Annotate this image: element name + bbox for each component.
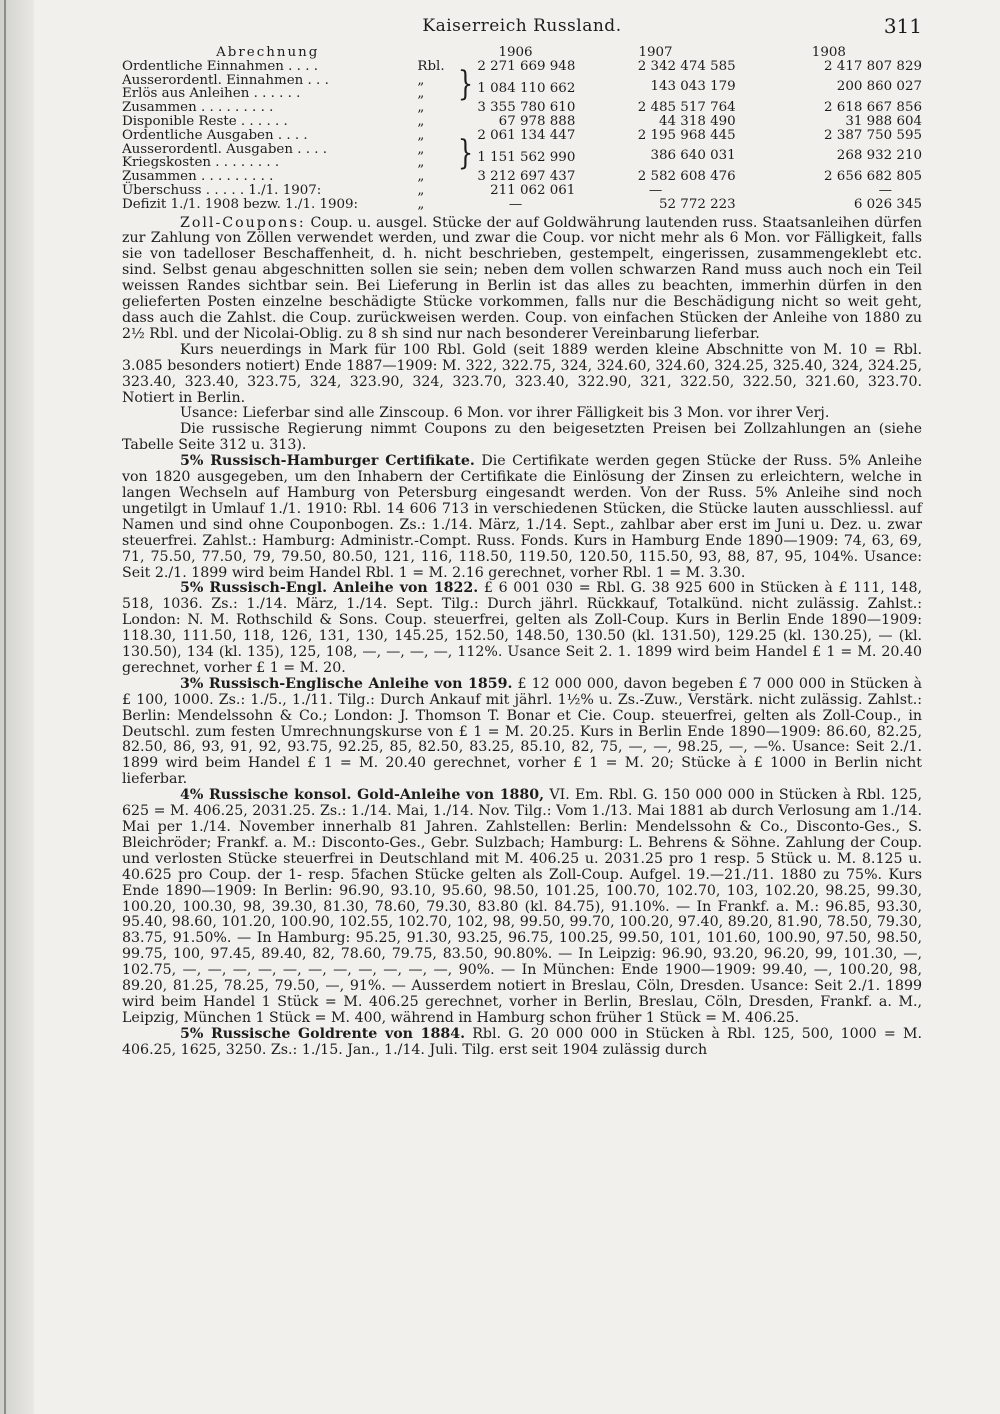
- value-1907: 2 195 968 445: [637, 127, 736, 143]
- paragraph: [122, 454, 922, 581]
- table-row: [122, 184, 922, 198]
- value-1906: 2 061 134 447: [477, 127, 576, 143]
- paragraph: [122, 343, 922, 407]
- value-1908: 2 387 750 595: [824, 127, 922, 143]
- row-unit: Rbl.: [417, 58, 445, 74]
- value-1906: 67 978 888: [498, 113, 576, 129]
- row-label: Erlös aus Anleihen . . . . . .: [122, 86, 301, 102]
- value-1906: 1 084 110 662: [477, 80, 576, 96]
- table-row: [122, 115, 922, 129]
- table-row: [122, 74, 922, 88]
- value-1908: 2 656 682 805: [824, 169, 922, 185]
- value-1906: —: [508, 196, 523, 212]
- row-unit: „: [417, 155, 425, 171]
- value-1906: 211 062 061: [490, 182, 576, 198]
- row-label: Disponible Reste . . . . . .: [122, 113, 288, 129]
- row-label: Ausserordentl. Einnahmen . . .: [122, 72, 329, 88]
- row-label: Defizit 1./1. 1908 bezw. 1./1. 1909:: [122, 196, 359, 212]
- row-unit: „: [417, 182, 425, 198]
- value-1907: 52 772 223: [659, 196, 736, 212]
- table-row: [122, 60, 922, 74]
- paragraph-text: Kurs neuerdings in Mark für 100 Rbl. Gold (seit 1889 werden kleine Abschnitte von M. 10 = Rbl. 3.085 besonders notiert) Ende 1887—1909: M. 322, 322.75, 324, 324.60, 324.60, 324.25, 325.40, 324, 324.25, 323.40, 323.40, 323.75, 324, 323.90, 324, 323.70, 323.40, 322.90, 321, 322.50, 322.50, 321.60, 323.70. Notiert in Berlin.: [122, 341, 922, 406]
- paragraph-lead: 5% Russisch-Engl. Anleihe von 1822.: [180, 580, 479, 597]
- paragraph: [122, 216, 922, 343]
- table-row: [122, 101, 922, 115]
- value-1907: 2 342 474 585: [637, 58, 736, 74]
- paragraph-lead: 3% Russisch-Englische Anleihe von 1859.: [180, 675, 513, 692]
- table-row: [122, 170, 922, 184]
- value-1907: 44 318 490: [659, 113, 736, 129]
- value-1908: 31 988 604: [845, 113, 922, 129]
- paragraph: [122, 677, 922, 788]
- row-unit: „: [417, 127, 425, 143]
- value-1907: 2 485 517 764: [637, 100, 736, 116]
- value-1907: 2 582 608 476: [637, 169, 736, 185]
- row-unit: „: [417, 72, 425, 88]
- row-label: Überschuss . . . . . 1./1. 1907:: [122, 182, 322, 198]
- row-unit: „: [417, 141, 425, 157]
- table-row: [122, 198, 922, 212]
- row-label: Ordentliche Ausgaben . . . .: [122, 127, 308, 143]
- document-page: [122, 12, 922, 1059]
- paragraph: [122, 406, 922, 422]
- row-label: Zusammen . . . . . . . . .: [122, 169, 274, 185]
- row-unit: „: [417, 169, 425, 185]
- paragraph-text: Die Certifikate werden gegen Stücke der Russ. 5% Anleihe von 1820 ausgegeben, um den Inhabern der Certifikate die Einlösung der Zinsen zu erleichtern, welche in langen Wechseln auf Hamburg von Petersburg eingesandt werden. Von der Russ. 5% Anleihe sind noch ungetilgt in Umlauf 1./1. 1910: Rbl. 14 606 713 in verschiedenen Stücken, die Stücke lauten ausschliessl. auf Namen und sind ohne Couponbogen. Zs.: 1./14. März, 1./14. Sept., zahlbar aber erst im Juni u. Dez. u. zwar steuerfrei. Zahlst.: Hamburg: Administr.-Compt. Russ. Fonds. Kurs in Hamburg Ende 1890—1909: 74, 63, 69, 71, 75.50, 77.50, 79, 79.50, 80.50, 121, 116, 118.50, 119.50, 120.50, 115.50, 93, 88, 87, 95, 104%. Usance: Seit 2./1. 1899 wird beim Handel Rbl. 1 = M. 2.16 gerechnet, vorher Rbl. 1 = M. 3.30.: [122, 453, 922, 581]
- paragraph: [122, 1027, 922, 1059]
- table-heading: Abrechnung: [216, 45, 320, 60]
- value-1908: 6 026 345: [853, 196, 922, 212]
- page-number: 311: [883, 14, 922, 38]
- accounting-table: [122, 46, 922, 212]
- row-label: Zusammen . . . . . . . . .: [122, 100, 274, 116]
- value-1908: 2 417 807 829: [824, 58, 922, 74]
- row-unit: „: [417, 113, 425, 129]
- row-unit: „: [417, 86, 425, 102]
- paragraph-text: £ 12 000 000, davon begeben £ 7 000 000 in Stücken à £ 100, 1000. Zs.: 1./5., 1./11. Tilg.: Durch Ankauf mit jährl. 1½% u. Zs.-Zuw., Verstärk. nicht zulässig. Zahlst.: Berlin: Mendelssohn & Co.; London: J. Thomson T. Bonar et Cie. Coup. steuerfrei, gelten als Zoll-Coup., in Deutschl. zum festen Umrechnungskurse von £ 1 = M. 20.25. Kurs in Berlin Ende 1890—1909: 86.60, 82.25, 82.50, 86, 93, 91, 92, 93.75, 92.25, 85, 82.50, 83.25, 85.10, 82, 75, —, —, 98.25, —, —%. Usance: Seit 2./1. 1899 wird beim Handel £ 1 = M. 20.40 gerechnet, vorher £ 1 = M. 20; Stücke à £ 1000 in Berlin nicht lieferbar.: [122, 675, 923, 788]
- value-1906: 2 271 669 948: [477, 58, 576, 74]
- paragraph-text: Usance: Lieferbar sind alle Zinscoup. 6 Mon. vor ihrer Fälligkeit bis 3 Mon. vor ihrer Verj.: [180, 405, 830, 422]
- row-label: Kriegskosten . . . . . . . .: [122, 155, 280, 171]
- paragraph-lead: 4% Russische konsol. Gold-Anleihe von 1880,: [180, 787, 545, 804]
- running-title: Kaiserreich Russland.: [422, 16, 622, 36]
- value-1907: 386 640 031: [650, 148, 736, 164]
- paragraph-text: Die russische Regierung nimmt Coupons zu den beigesetzten Preisen bei Zollzahlungen an (siehe Tabelle Seite 312 u. 313).: [122, 421, 922, 454]
- brace-symbol: }: [457, 133, 474, 173]
- body-text: [122, 216, 922, 1059]
- year-1907: 1907: [638, 45, 673, 60]
- row-unit: „: [417, 100, 425, 116]
- paragraph: [122, 422, 922, 454]
- row-unit: „: [417, 196, 425, 212]
- year-1906: 1906: [498, 45, 533, 60]
- row-label: Ordentliche Einnahmen . . . .: [122, 58, 318, 74]
- paragraph-lead: 5% Russisch-Hamburger Certifikate.: [180, 453, 475, 470]
- paragraph-text: £ 6 001 030 = Rbl. G. 38 925 600 in Stücken à £ 111, 148, 518, 1036. Zs.: 1./14. März, 1./14. Sept. Tilg.: Durch jährl. Rückkauf, Totalkünd. nicht zulässig. Zahlst.: London: N. M. Rothschild & Sons. Coup. steuerfrei, gelten als Zoll-Coup. Kurs in Berlin Ende 1890—1909: 118.30, 111.50, 118, 126, 131, 130, 145.25, 152.50, 148.50, 130.50 (kl. 131.50), 129.25 (kl. 130.25), — (kl. 130.50), 134 (kl. 135), 125, 108, —, —, —, —, 112%. Usance Seit 2. 1. 1899 wird beim Handel £ 1 = M. 20.40 gerechnet, vorher £ 1 = M. 20.: [122, 580, 922, 676]
- value-1908: 200 860 027: [836, 79, 922, 95]
- paragraph: [122, 788, 922, 1027]
- paragraph-text: Coup. u. ausgel. Stücke der auf Goldwährung lautenden russ. Staatsanleihen dürfen zur Zahlung von Zöllen verwendet werden, und zwar die Coup. vor nicht mehr als 6 Mon. vor Fälligkeit, falls sie von tadelloser Beschaffenheit, d. h. nicht beschrieben, gestempelt, eingerissen, zusammengeklebt etc. sind. Selbst genau abgeschnitten sollen sie sein; neben dem vollen schwarzen Rand muss auch noch ein Teil weissen Randes sichtbar sein. Bei Lieferung in Berlin ist das alles zu beachten, immerhin dürfen in den gelieferten Posten einzelne beschädigte Stücke vorkommen, falls nur die Beschädigung nicht so weit geht, dass auch die Zahlst. die Coup. zurückweisen werden. Coup. von einfachen Stücken der Anleihe von 1880 zu 2½ Rbl. und der Nicolai-Oblig. zu 8 sh sind nur nach besonderer Vereinbarung lieferbar.: [122, 214, 922, 342]
- paragraph-text: Rbl. G. 20 000 000 in Stücken à Rbl. 125, 500, 1000 = M. 406.25, 1625, 3250. Zs.: 1./15. Jan., 1./14. Juli. Tilg. erst seit 1904 zulässig durch: [122, 1025, 922, 1058]
- row-label: Ausserordentl. Ausgaben . . . .: [122, 141, 328, 157]
- page-header: [122, 12, 922, 46]
- value-1906: 1 151 562 990: [477, 149, 576, 165]
- value-1906: 3 355 780 610: [477, 100, 576, 116]
- paragraph: [122, 581, 922, 676]
- value-1906: 3 212 697 437: [477, 169, 576, 185]
- value-1907: 143 043 179: [650, 79, 736, 95]
- table-row: [122, 129, 922, 143]
- binding-line: [4, 0, 6, 1414]
- value-1908: 268 932 210: [836, 148, 922, 164]
- paragraph-lead: 5% Russische Goldrente von 1884.: [180, 1025, 466, 1042]
- year-1908: 1908: [811, 45, 846, 60]
- value-1908: 2 618 667 856: [824, 100, 922, 116]
- paragraph-text: VI. Em. Rbl. G. 150 000 000 in Stücken à Rbl. 125, 625 = M. 406.25, 2031.25. Zs.: 1./14. Mai, 1./14. Nov. Tilg.: Vom 1./13. Mai 1881 ab durch Verlosung am 1./14. Mai per 1./14. November innerhalb 81 Jahren. Zahlstellen: Berlin: Mendelssohn & Co., Disconto-Ges., S. Bleichröder; Frankf. a. M.: Disconto-Ges., Gebr. Sulzbach; Hamburg: L. Behrens & Söhne. Zahlung der Coup. und verlosten Stücke steuerfrei in Deutschland mit M. 406.25 u. 2031.25 pro 1 resp. 5 Stück u. M. 8.125 u. 40.625 pro Coup. der 1- resp. 5fachen Stücke gelten als Zoll-Coup. Aufgel. 19.—21./11. 1880 zu 75%. Kurs Ende 1890—1909: In Berlin: 96.90, 93.10, 95.60, 98.50, 101.25, 100.70, 102.70, 103, 102.20, 98.25, 99.30, 100.20, 100.30, 98, 39.30, 81.30, 78.60, 79.30, 83.80 (kl. 84.75), 91.10%. — In Frankf. a. M.: 96.85, 93.30, 95.40, 98.60, 101.20, 100.90, 102.55, 102.70, 102, 98, 99.50, 99.70, 100.20, 97.40, 89.20, 81.90, 78.50, 79.30, 83.75, 91.50%. — In Hamburg: 95.25, 91.30, 93.25, 96.75, 100.25, 99.50, 101, 101.60, 100.90, 97.50, 98.50, 99.75, 100, 97.45, 89.40, 82, 78.60, 79.75, 83.50, 90.80%. — In Leipzig: 96.90, 93.20, 96.20, 99, 101.30, —, 102.75, —, —, —, —, —, —, —, —, —, —, —, 90%. — In München: Ende 1900—1909: 99.40, —, 100.20, 98, 89.20, 81.25, 78.25, 79.50, —, 91%. — Ausserdem notiert in Breslau, Cöln, Dresden. Usance: Seit 2./1. 1899 wird beim Handel 1 Stück = M. 406.25 gerechnet, vorher in Berlin, Breslau, Cöln, Dresden, Frankf. a. M., Leipzig, München 1 Stück = M. 400, während in Hamburg schon früher 1 Stück = M. 406.25.: [122, 787, 923, 1026]
- brace-symbol: }: [457, 64, 474, 104]
- table-header-row: [122, 46, 922, 60]
- paragraph-lead: Zoll-Coupons:: [180, 214, 306, 231]
- value-1907: —: [648, 182, 663, 198]
- table-row: [122, 143, 922, 157]
- value-1908: —: [878, 182, 892, 198]
